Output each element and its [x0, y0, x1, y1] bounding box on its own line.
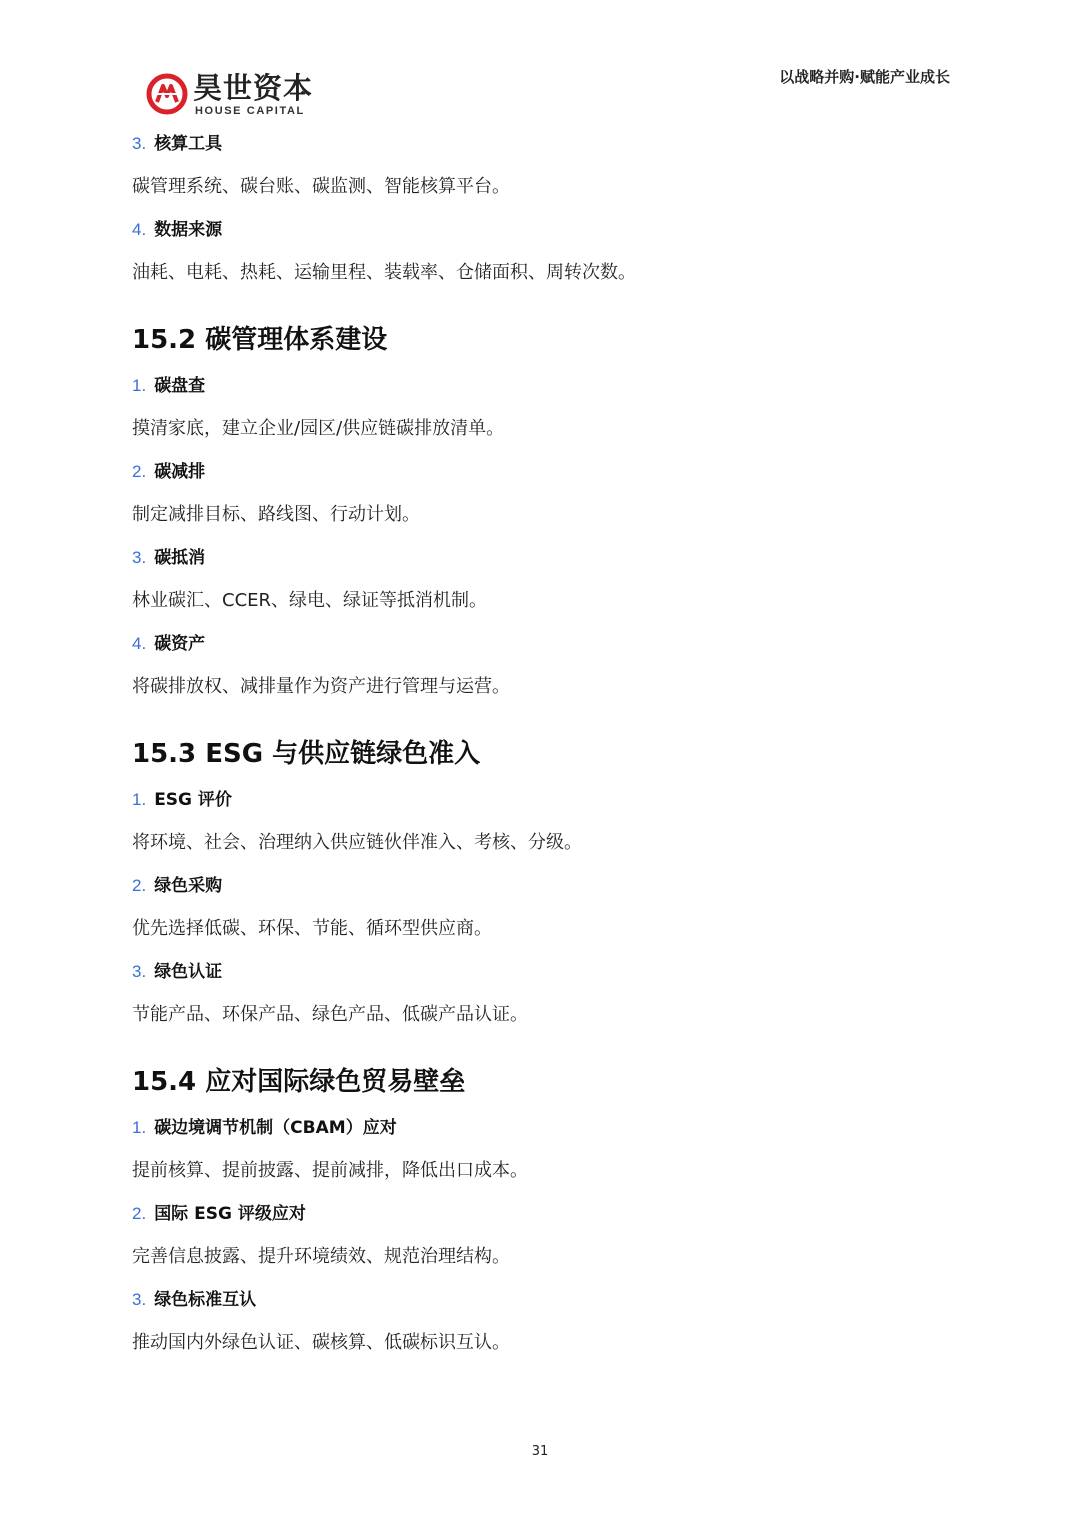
page-header: [0, 0, 1080, 130]
list-item-number: 1.: [132, 376, 147, 395]
company-logo: [145, 70, 315, 120]
section-heading: 15.2 碳管理体系建设: [132, 325, 388, 355]
logo-emblem-icon: [145, 72, 189, 116]
list-item-number: 3.: [132, 1290, 147, 1309]
list-item-description: 摸清家底，建立企业/园区/供应链碳排放清单。: [132, 418, 505, 439]
list-item-description: 完善信息披露、提升环境绩效、规范治理结构。: [132, 1246, 510, 1267]
list-item-heading: 核算工具: [154, 134, 223, 154]
list-item-number: 2.: [132, 876, 147, 895]
list-item-title: [132, 542, 952, 574]
list-item-description: 林业碳汇、CCER、绿电、绿证等抵消机制。: [132, 590, 488, 611]
list-item-heading: 绿色认证: [154, 962, 223, 982]
list-item-number: 3.: [132, 134, 147, 153]
list-item-description: 推动国内外绿色认证、碳核算、低碳标识互认。: [132, 1332, 510, 1353]
logo-english-name: HOUSE CAPITAL: [195, 105, 305, 117]
list-item-description: 优先选择低碳、环保、节能、循环型供应商。: [132, 918, 492, 939]
list-item-number: 2.: [132, 462, 147, 481]
list-item-heading: 国际 ESG 评级应对: [154, 1204, 306, 1224]
list-item-number: 1.: [132, 1118, 147, 1137]
list-item-title: [132, 1284, 952, 1316]
list-item-heading: 碳减排: [154, 462, 206, 482]
list-item-description: 碳管理系统、碳台账、碳监测、智能核算平台。: [132, 176, 510, 197]
list-item-number: 4.: [132, 634, 147, 653]
list-item-heading: 碳盘查: [154, 376, 206, 396]
list-item-number: 3.: [132, 962, 147, 981]
list-item-title: [132, 370, 952, 402]
list-item-heading: 绿色标准互认: [154, 1290, 257, 1310]
list-item-number: 1.: [132, 790, 147, 809]
section-heading: 15.4 应对国际绿色贸易壁垒: [132, 1067, 466, 1097]
logo-chinese-name: 昊世资本: [193, 71, 314, 105]
list-item-title: [132, 784, 952, 816]
list-item-title: [132, 1112, 952, 1144]
list-item-title: [132, 456, 952, 488]
document-body: [132, 128, 952, 1370]
list-item-heading: 碳边境调节机制（CBAM）应对: [154, 1118, 397, 1138]
header-slogan: 以战略并购·赋能产业成长: [779, 68, 950, 86]
page-number: 31: [531, 1444, 549, 1459]
list-item-title: [132, 628, 952, 660]
list-item-title: [132, 870, 952, 902]
list-item-title: [132, 214, 952, 246]
list-item-title: [132, 128, 952, 160]
list-item-heading: 碳抵消: [154, 548, 206, 568]
list-item-description: 将碳排放权、减排量作为资产进行管理与运营。: [132, 676, 510, 697]
list-item-description: 将环境、社会、治理纳入供应链伙伴准入、考核、分级。: [132, 832, 582, 853]
list-item-title: [132, 1198, 952, 1230]
list-item-description: 提前核算、提前披露、提前减排，降低出口成本。: [132, 1160, 528, 1181]
list-item-title: [132, 956, 952, 988]
list-item-number: 2.: [132, 1204, 147, 1223]
list-item-number: 3.: [132, 548, 147, 567]
list-item-description: 节能产品、环保产品、绿色产品、低碳产品认证。: [132, 1004, 528, 1025]
list-item-heading: 绿色采购: [154, 876, 223, 896]
list-item-description: 制定减排目标、路线图、行动计划。: [132, 504, 420, 525]
list-item-heading: 碳资产: [154, 634, 206, 654]
list-item-description: 油耗、电耗、热耗、运输里程、装载率、仓储面积、周转次数。: [132, 262, 636, 283]
list-item-heading: ESG 评价: [154, 790, 232, 810]
section-heading: 15.3 ESG 与供应链绿色准入: [132, 739, 481, 769]
list-item-heading: 数据来源: [154, 220, 223, 240]
list-item-number: 4.: [132, 220, 147, 239]
